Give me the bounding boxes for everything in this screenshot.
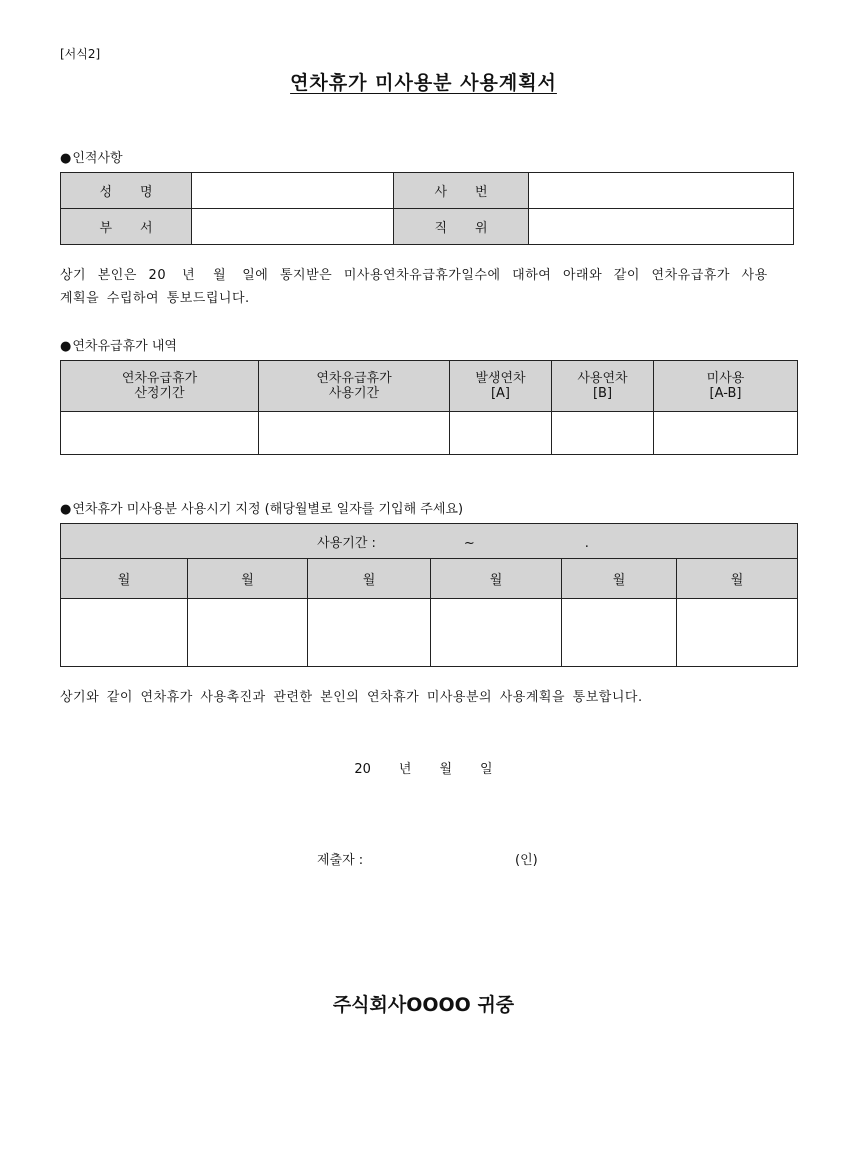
position-field[interactable] [529, 209, 794, 245]
month-field-6[interactable] [677, 599, 798, 667]
employee-no-label-cell [394, 173, 529, 209]
date-day: 일 [480, 762, 493, 777]
recipient-company: 주식회사OOOO 귀중 [332, 994, 515, 1016]
submitter-label: 제출자 : [317, 853, 364, 868]
month-field-1[interactable] [61, 599, 188, 667]
intro-month-unit: 월 [213, 268, 227, 283]
month-header-3: 월 [308, 559, 431, 599]
personal-info-table [60, 172, 794, 245]
intro-line-1 [60, 264, 790, 287]
month-header-5: 월 [562, 559, 677, 599]
name-label-cell [61, 173, 192, 209]
form-number: [서식2] [60, 47, 101, 61]
column-header-line: 사용연차 [577, 371, 628, 386]
column-header-line: 미사용 [706, 371, 745, 386]
intro-paragraph [60, 264, 790, 310]
column-header-use-period [259, 361, 450, 412]
month-field-2[interactable] [188, 599, 308, 667]
intro-line-2: 계획을 수립하여 통보드립니다. [60, 291, 250, 306]
date-year: 년 [398, 762, 412, 777]
column-header-line: 연차유급휴가 [121, 371, 198, 386]
employee-no-label: 사번 [434, 185, 516, 200]
column-header-unused [654, 361, 798, 412]
column-header-calc-period [61, 361, 259, 412]
calc-period-field[interactable] [61, 412, 259, 455]
usage-period-row [61, 524, 798, 559]
bullet-icon: ● [60, 339, 72, 354]
position-label: 직위 [434, 221, 516, 236]
position-label-cell [394, 209, 529, 245]
column-header-accrued [450, 361, 552, 412]
usage-period-end: . [584, 535, 589, 551]
month-header-6: 월 [677, 559, 798, 599]
bullet-icon: ● [60, 151, 72, 166]
used-field[interactable] [552, 412, 654, 455]
section-leave-details-heading [60, 335, 177, 354]
column-header-line: 연차유급휴가 [316, 371, 392, 386]
department-label-cell [61, 209, 192, 245]
intro-prefix: 상기 본인은 20 [60, 268, 167, 283]
document-title-text: 연차휴가 미사용분 사용계획서 [290, 72, 557, 94]
column-header-line: 산정기간 [134, 386, 185, 401]
employee-no-field[interactable] [529, 173, 794, 209]
bullet-icon: ● [60, 502, 72, 517]
column-header-used [552, 361, 654, 412]
column-header-line: 사용기간 [328, 386, 380, 401]
document-title [0, 68, 847, 95]
section-usage-schedule-heading [60, 498, 463, 517]
date-month: 월 [439, 762, 453, 777]
column-header-line: [B] [592, 386, 613, 401]
column-header-line: [A-B] [709, 386, 742, 401]
month-header-2: 월 [188, 559, 308, 599]
usage-period-label: 사용기간 : [317, 535, 376, 551]
month-header-1: 월 [61, 559, 188, 599]
section-usage-schedule-label: 연차휴가 미사용분 사용시기 지정 (해당월별로 일자를 기입해 주세요) [72, 502, 464, 517]
usage-period-separator: ~ [463, 535, 475, 551]
intro-suffix: 일에 통지받은 미사용연차유급휴가일수에 대하여 아래와 같이 연차유급휴가 사용 [242, 268, 768, 283]
closing-statement: 상기와 같이 연차휴가 사용촉진과 관련한 본인의 연차휴가 미사용분의 사용계획을 통보합니다. [60, 690, 643, 705]
use-period-field[interactable] [259, 412, 450, 455]
month-field-5[interactable] [562, 599, 677, 667]
accrued-field[interactable] [450, 412, 552, 455]
usage-schedule-table [60, 523, 798, 667]
date-line [0, 758, 847, 777]
section-personal-info-label: 인적사항 [72, 151, 123, 166]
month-field-3[interactable] [308, 599, 431, 667]
name-field[interactable] [192, 173, 394, 209]
month-field-4[interactable] [431, 599, 562, 667]
section-personal-info-heading [60, 147, 123, 166]
name-label: 성명 [99, 185, 181, 200]
department-label: 부서 [99, 221, 181, 236]
column-header-line: [A] [490, 386, 511, 401]
leave-details-table [60, 360, 798, 455]
intro-year-unit: 년 [182, 268, 196, 283]
column-header-line: 발생연차 [475, 371, 526, 386]
section-leave-details-label: 연차유급휴가 내역 [72, 339, 177, 354]
date-year-prefix: 20 [354, 762, 371, 777]
month-header-4: 월 [431, 559, 562, 599]
unused-field[interactable] [654, 412, 798, 455]
seal-label: (인) [515, 853, 538, 868]
department-field[interactable] [192, 209, 394, 245]
